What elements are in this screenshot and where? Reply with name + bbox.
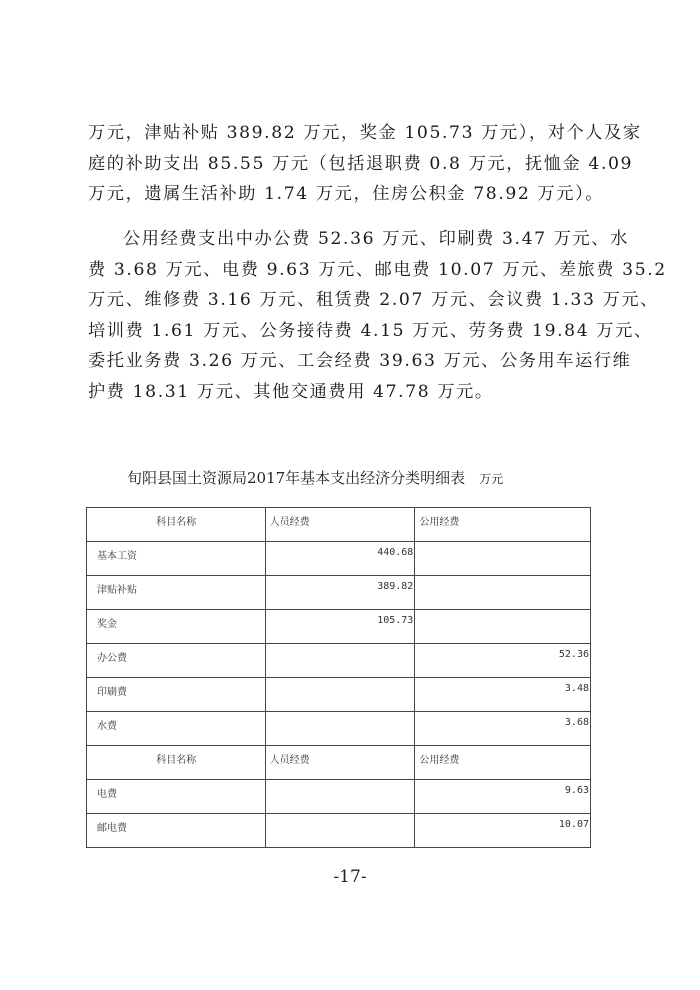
- cell-personnel: 105.73: [265, 610, 415, 644]
- text-line: 护费 18.31 万元、其他交通费用 47.78 万元。: [88, 381, 494, 402]
- cell-public: 3.68: [415, 712, 591, 746]
- table-title: [127, 467, 503, 488]
- table-header-row: [87, 746, 591, 780]
- header-cell-personnel: 人员经费: [265, 746, 415, 780]
- cell-personnel: [265, 644, 415, 678]
- cell-public: [415, 542, 591, 576]
- paragraph-public-expenses: [88, 224, 667, 407]
- text-line: 万元，遗属生活补助 1.74 万元，住房公积金 78.92 万元）。: [88, 184, 605, 204]
- header-cell-public: 公用经费: [415, 746, 591, 780]
- header-cell-personnel: 人员经费: [265, 508, 415, 542]
- cell-public: [415, 576, 591, 610]
- cell-item-name: 水费: [87, 712, 266, 746]
- cell-personnel: 389.82: [265, 576, 415, 610]
- table-row: [87, 542, 591, 576]
- header-cell-name: 科目名称: [87, 746, 266, 780]
- text-line: 万元，津贴补贴 389.82 万元，奖金 105.73 万元），对个人及家: [88, 123, 642, 143]
- cell-item-name: 邮电费: [87, 814, 266, 848]
- expense-table: [86, 507, 591, 848]
- cell-item-name: 津贴补贴: [87, 576, 266, 610]
- text-line: 委托业务费 3.26 万元、工会经费 39.63 万元、公务用车运行维: [88, 351, 632, 371]
- cell-personnel: [265, 712, 415, 746]
- table-row: [87, 610, 591, 644]
- text-line: 庭的补助支出 85.55 万元（包括退职费 0.8 万元，抚恤金 4.09: [88, 153, 634, 174]
- text-line: 费 3.68 万元、电费 9.63 万元、邮电费 10.07 万元、差旅费 35.2: [88, 259, 667, 280]
- paragraph-personnel-expenses: [88, 118, 642, 210]
- table-row: [87, 576, 591, 610]
- header-cell-name: 科目名称: [87, 508, 266, 542]
- cell-public: [415, 610, 591, 644]
- cell-personnel: [265, 678, 415, 712]
- cell-public: 10.07: [415, 814, 591, 848]
- cell-item-name: 电费: [87, 780, 266, 814]
- page-number: -17-: [333, 867, 367, 887]
- header-cell-public: 公用经费: [415, 508, 591, 542]
- cell-personnel: [265, 780, 415, 814]
- cell-item-name: 基本工资: [87, 542, 266, 576]
- cell-public: 52.36: [415, 644, 591, 678]
- text-line: 公用经费支出中办公费 52.36 万元、印刷费 3.47 万元、水: [123, 229, 629, 249]
- cell-public: 3.48: [415, 678, 591, 712]
- cell-personnel: [265, 814, 415, 848]
- cell-item-name: 印刷费: [87, 678, 266, 712]
- table-title-text: 旬阳县国土资源局2017年基本支出经济分类明细表: [127, 469, 466, 487]
- cell-item-name: 办公费: [87, 644, 266, 678]
- text-line: 培训费 1.61 万元、公务接待费 4.15 万元、劳务费 19.84 万元、: [88, 320, 653, 341]
- cell-item-name: 奖金: [87, 610, 266, 644]
- cell-public: 9.63: [415, 780, 591, 814]
- table-row: [87, 780, 591, 814]
- table-unit: 万元: [479, 472, 504, 486]
- table-header-row: [87, 508, 591, 542]
- table-row: [87, 814, 591, 848]
- text-line: 万元、维修费 3.16 万元、租赁费 2.07 万元、会议费 1.33 万元、: [88, 290, 659, 310]
- table-row: [87, 678, 591, 712]
- cell-personnel: 440.68: [265, 542, 415, 576]
- table-row: [87, 644, 591, 678]
- table-row: [87, 712, 591, 746]
